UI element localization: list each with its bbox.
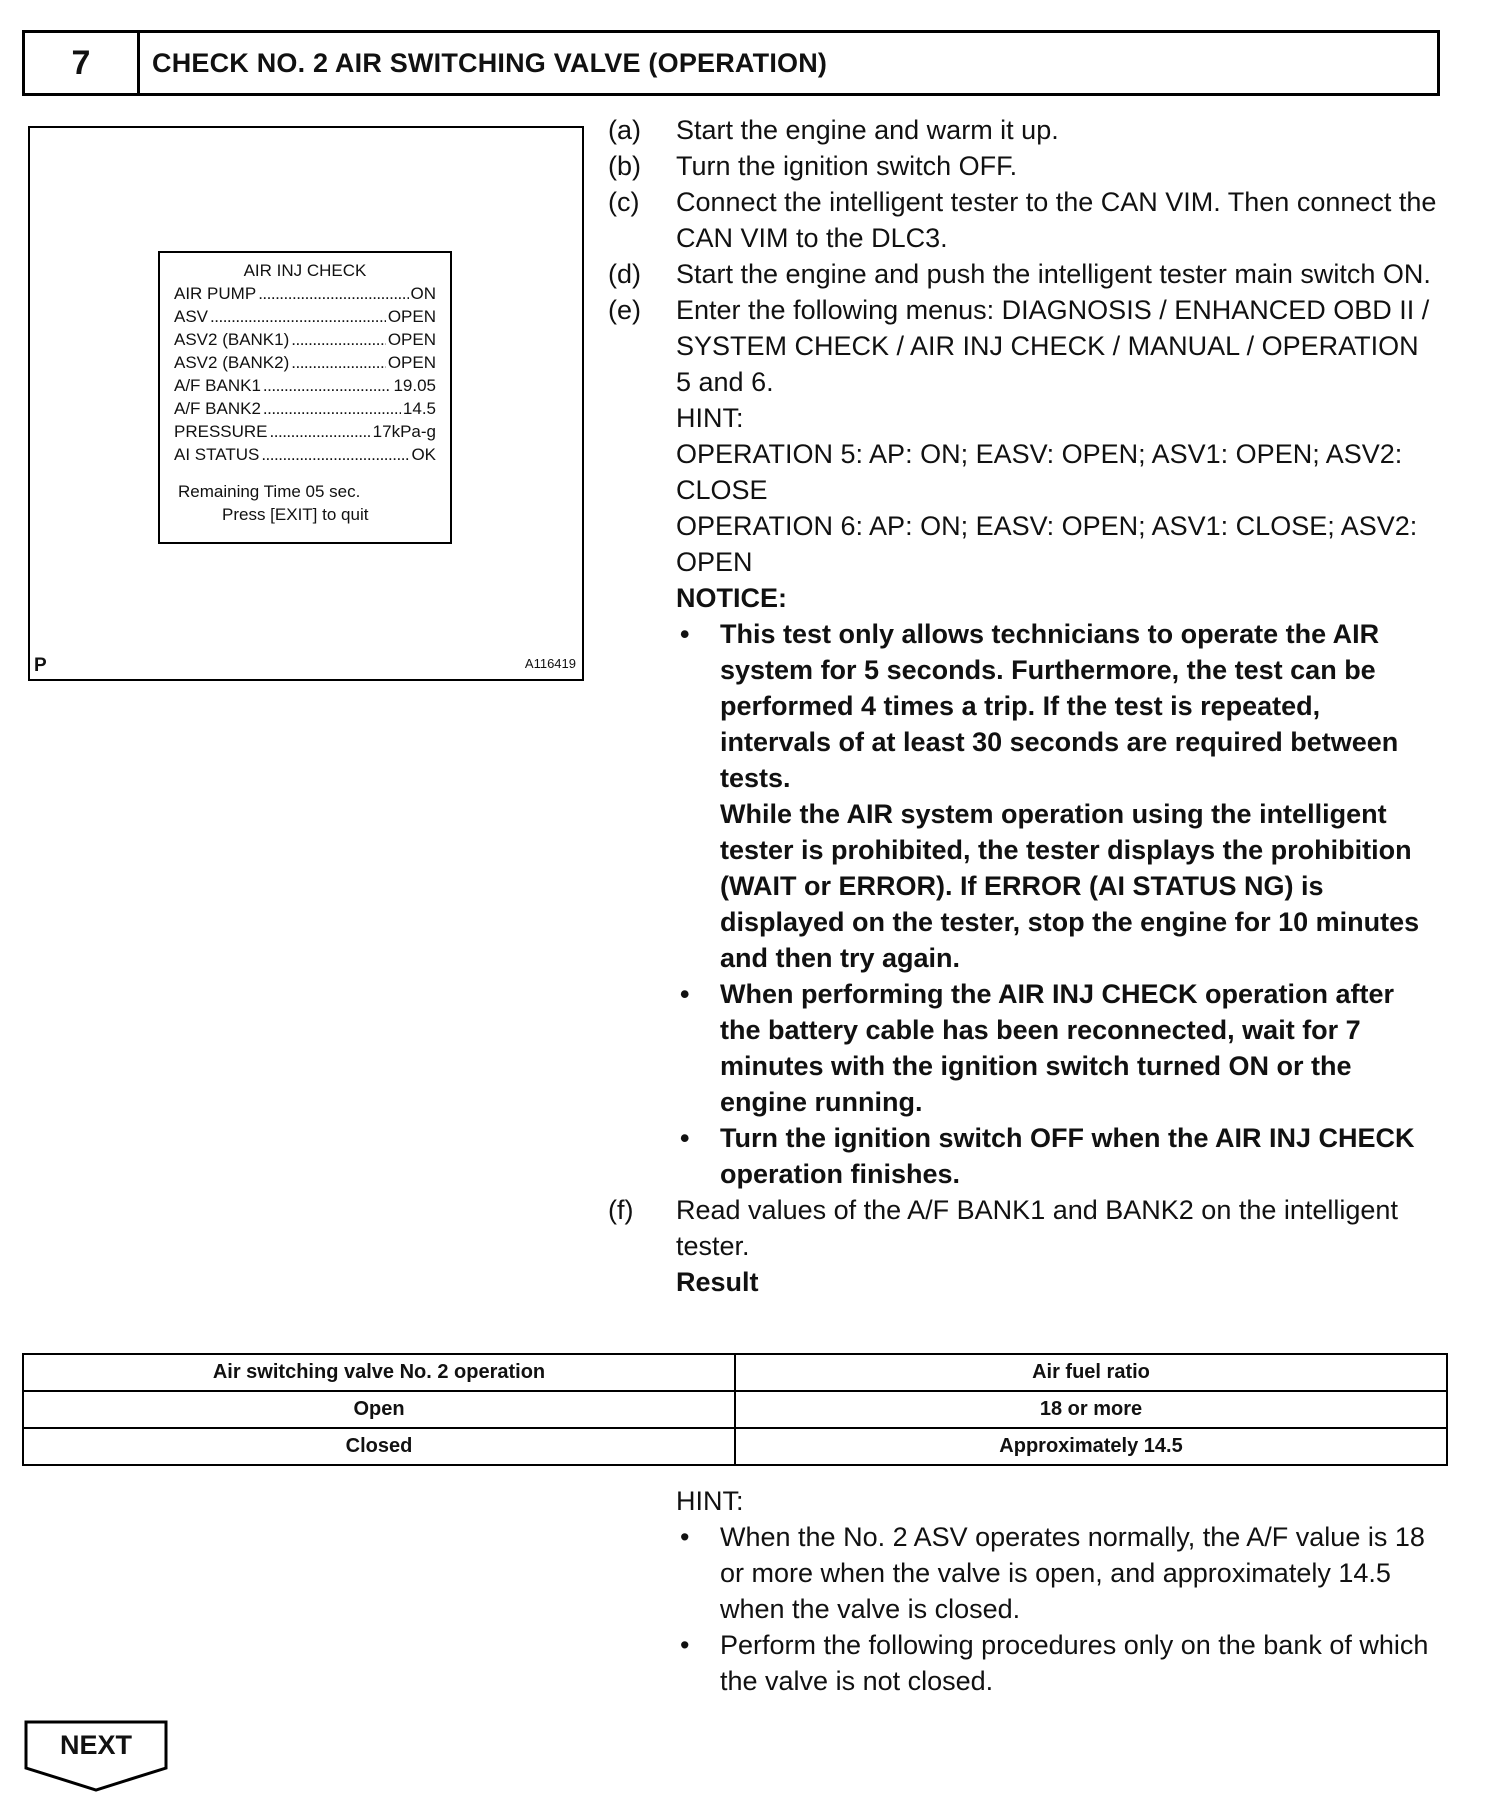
table-header-cell: Air fuel ratio bbox=[735, 1354, 1447, 1391]
table-cell: Approximately 14.5 bbox=[735, 1428, 1447, 1465]
next-button[interactable] bbox=[24, 1720, 168, 1792]
step-f-text: Read values of the A/F BANK1 and BANK2 on the intelligent tester. bbox=[676, 1195, 1398, 1261]
figure-corner-label: P bbox=[34, 655, 47, 676]
notice-item: • This test only allows technicians to operate the AIR system for 5 seconds. Furthermore, the test can be performed 4 times a trip. If the test is repeated, intervals of at least 30 seconds are required between tests. While the AIR system operation using the intelligent tester is prohibited, the tester displays the prohibition (WAIT or ERROR). If ERROR (AI STATUS NG) is displayed on the tester, stop the engine for 10 minutes and then try again. bbox=[676, 616, 1438, 976]
step-header bbox=[22, 30, 1440, 96]
table-row bbox=[23, 1391, 1447, 1428]
screen-row-asv2-bank1: ASV2 (BANK1) ..... OPEN bbox=[174, 328, 436, 351]
screen-title: AIR INJ CHECK bbox=[243, 261, 367, 280]
step-a: (a) Start the engine and warm it up. bbox=[608, 115, 1059, 145]
notice-list bbox=[676, 616, 1438, 1192]
result-hint bbox=[676, 1483, 1446, 1699]
notice-item-2: When performing the AIR INJ CHECK operation after the battery cable has been reconnected, wait for 7 minutes with the ignition switch turned ON or the engine running. bbox=[720, 979, 1395, 1117]
table-row bbox=[23, 1428, 1447, 1465]
step-e: (e) Enter the following menus: DIAGNOSIS / ENHANCED OBD II / SYSTEM CHECK / AIR INJ CHECK / MANUAL / OPERATION 5 and 6. HINT: OPERATION 5: AP: ON; EASV: OPEN; ASV1: OPEN; ASV2: CLOSE OPERATION 6: AP: ON; EASV: OPEN; ASV1: CLOSE; ASV2: OPEN NOTICE: • This test only allows technicians to operate the AIR system for 5 seconds. Furthermore, the test can be performed 4 times a trip. If the test is repeated, intervals of at least 30 seconds are required between tests. While the AIR system operation using the intelligent tester is prohibited, the tester displays the prohibition (WAIT or ERROR). If ERROR (AI STATUS NG) is displayed on the tester, stop the engine for 10 minutes and then try again. • When performing the AIR INJ CHECK operation after the battery cable has been reconnected, wait for 7 minutes with the ignition switch turned ON or the engine running. • Turn the ignition switch OFF when the AIR INJ CHECK operation finishes. bbox=[608, 292, 1438, 1192]
tester-screen bbox=[158, 251, 452, 544]
step-c: (c) Connect the intelligent tester to the CAN VIM. Then connect the CAN VIM to the DLC3. bbox=[608, 187, 1437, 253]
step-b: (b) Turn the ignition switch OFF. bbox=[608, 151, 1018, 181]
list-item: • Perform the following procedures only on the bank of which the valve is not closed. bbox=[680, 1630, 1429, 1696]
result-hint-label: HINT: bbox=[676, 1486, 744, 1516]
notice-item-1a: This test only allows technicians to operate the AIR system for 5 seconds. Furthermore, the test can be performed 4 times a trip. If the test is repeated, intervals of at least 30 seconds are required between tests. bbox=[720, 619, 1399, 793]
table-cell: Open bbox=[23, 1391, 735, 1428]
screen-row-ai-status: AI STATUS ..... OK bbox=[174, 443, 436, 466]
screen-row-asv2-bank2: ASV2 (BANK2) ..... OPEN bbox=[174, 351, 436, 374]
table-cell: 18 or more bbox=[735, 1391, 1447, 1428]
step-d: (d) Start the engine and push the intelligent tester main switch ON. bbox=[608, 259, 1431, 289]
notice-item-3: Turn the ignition switch OFF when the AIR INJ CHECK operation finishes. bbox=[720, 1123, 1415, 1189]
step-f: (f) Read values of the A/F BANK1 and BANK2 on the intelligent tester. Result bbox=[608, 1192, 1438, 1300]
screen-remaining-time: Remaining Time 05 sec. bbox=[178, 482, 361, 501]
procedure-steps bbox=[608, 112, 1438, 1300]
hint-operation-5: OPERATION 5: AP: ON; EASV: OPEN; ASV1: OPEN; ASV2: CLOSE bbox=[676, 439, 1403, 505]
hint-label: HINT: bbox=[676, 403, 744, 433]
screen-row-pressure: PRESSURE ..... 17kPa-g bbox=[174, 420, 436, 443]
screen-row-af-bank1: A/F BANK1 ..... 19.05 bbox=[174, 374, 436, 397]
notice-item: • Turn the ignition switch OFF when the AIR INJ CHECK operation finishes. bbox=[676, 1120, 1438, 1192]
next-label: NEXT bbox=[59, 1730, 132, 1760]
notice-label: NOTICE: bbox=[676, 583, 787, 613]
screen-press-exit: Press [EXIT] to quit bbox=[222, 505, 369, 524]
screen-row-af-bank2: A/F BANK2 ..... 14.5 bbox=[174, 397, 436, 420]
tester-illustration bbox=[28, 126, 584, 681]
list-item: • When the No. 2 ASV operates normally, the A/F value is 18 or more when the valve is open, and approximately 14.5 when the valve is closed. bbox=[680, 1522, 1425, 1624]
table-cell: Closed bbox=[23, 1428, 735, 1465]
step-e-text: Enter the following menus: DIAGNOSIS / ENHANCED OBD II / SYSTEM CHECK / AIR INJ CHECK / MANUAL / OPERATION 5 and 6. bbox=[676, 295, 1430, 397]
result-table bbox=[22, 1353, 1448, 1466]
step-number: 7 bbox=[25, 33, 140, 93]
step-title: CHECK NO. 2 AIR SWITCHING VALVE (OPERATION) bbox=[152, 47, 828, 78]
notice-item: • When performing the AIR INJ CHECK operation after the battery cable has been reconnected, wait for 7 minutes with the ignition switch turned ON or the engine running. bbox=[676, 976, 1438, 1120]
notice-item-1b: While the AIR system operation using the intelligent tester is prohibited, the tester displays the prohibition (WAIT or ERROR). If ERROR (AI STATUS NG) is displayed on the tester, stop the engine for 10 minutes and then try again. bbox=[720, 799, 1420, 973]
screen-row-air-pump: AIR PUMP ..... ON bbox=[174, 282, 436, 305]
figure-id: A116419 bbox=[524, 656, 576, 671]
table-header-cell: Air switching valve No. 2 operation bbox=[23, 1354, 735, 1391]
result-label: Result bbox=[676, 1267, 759, 1297]
screen-row-asv: ASV ..... OPEN bbox=[174, 305, 436, 328]
hint-operation-6: OPERATION 6: AP: ON; EASV: OPEN; ASV1: CLOSE; ASV2: OPEN bbox=[676, 511, 1418, 577]
result-hint-list bbox=[676, 1519, 1446, 1699]
table-header-row bbox=[23, 1354, 1447, 1391]
